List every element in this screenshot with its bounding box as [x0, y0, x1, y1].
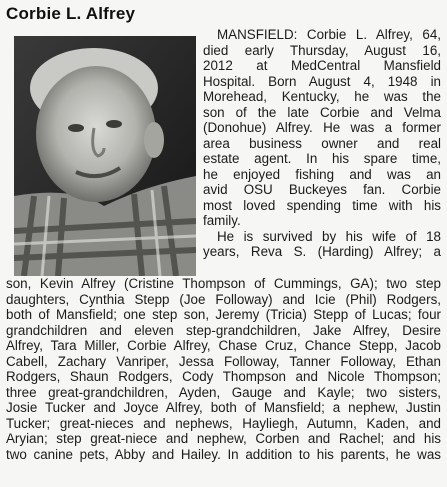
text-line: he enjoyed fishing and was an — [203, 166, 441, 182]
text-line: son of the late Corbie and Velma — [203, 104, 441, 120]
text-line: grandchildren and eleven step-grandchildren, Jake Alfrey, Desire — [6, 322, 441, 338]
portrait-photo — [14, 36, 196, 276]
text-line: 2012 at MedCentral Mansfield — [203, 58, 441, 73]
text-line: estate agent. In his spare time, — [203, 151, 441, 166]
obituary-full-column — [6, 276, 441, 462]
text-line: family. — [203, 213, 241, 228]
text-line: Cabell, Zachary Vanriper, Jessa Followay, Tanner Followay, Ethan — [6, 353, 441, 369]
obituary-headline: Corbie L. Alfrey — [6, 4, 136, 23]
obituary-wrap-column — [203, 27, 441, 260]
text-line: He is survived by his wife of 18 — [217, 228, 441, 244]
text-line: Tucker; great-nieces and nephews, Hayliegh, Autumn, Kaden, and — [6, 415, 441, 431]
text-line: Aryian; step great-niece and nephew, Corben and Rachel; and his — [6, 431, 441, 446]
text-line: died early Thursday, August 16, — [203, 42, 441, 58]
text-line: two canine pets, Abby and Hailey. In addition to his parents, he was — [6, 446, 441, 462]
text-line: daughters, Cynthia Stepp (Joe Followay) and Icie (Phil) Rodgers, — [6, 291, 441, 307]
text-line: years, Reva S. (Harding) Alfrey; a — [203, 244, 441, 259]
text-line: Alfrey, Tara Miller, Corbie Alfrey, Chase Cruz, Chance Stepp, Jacob — [6, 338, 441, 353]
text-line: area business owner and real — [203, 135, 441, 151]
text-line: son, Kevin Alfrey (Cristine Thompson of Cummings, GA); two step — [6, 276, 441, 291]
text-line: MANSFIELD: Corbie L. Alfrey, 64, — [217, 27, 441, 42]
portrait-photo-icon — [14, 36, 196, 276]
text-line: three great-grandchildren, Ayden, Gauge and Kayle; two sisters, — [6, 384, 441, 400]
text-line: Rodgers, Shaun Rodgers, Cody Thompson and Nicole Thompson; — [6, 369, 441, 384]
text-line: Josie Tucker and Joyce Alfrey, both of Mansfield; a nephew, Justin — [6, 400, 441, 415]
text-line: (Donohue) Alfrey. He was a former — [203, 120, 441, 135]
text-line: Morehead, Kentucky, he was the — [203, 89, 441, 104]
text-line: Hospital. Born August 4, 1948 in — [203, 73, 441, 89]
text-line: avid OSU Buckeyes fan. Corbie — [203, 182, 441, 197]
text-line: both of Mansfield; one step son, Jeremy (Tricia) Stepp of Lucas; four — [6, 307, 441, 322]
text-line: most loved spending time with his — [203, 197, 441, 213]
